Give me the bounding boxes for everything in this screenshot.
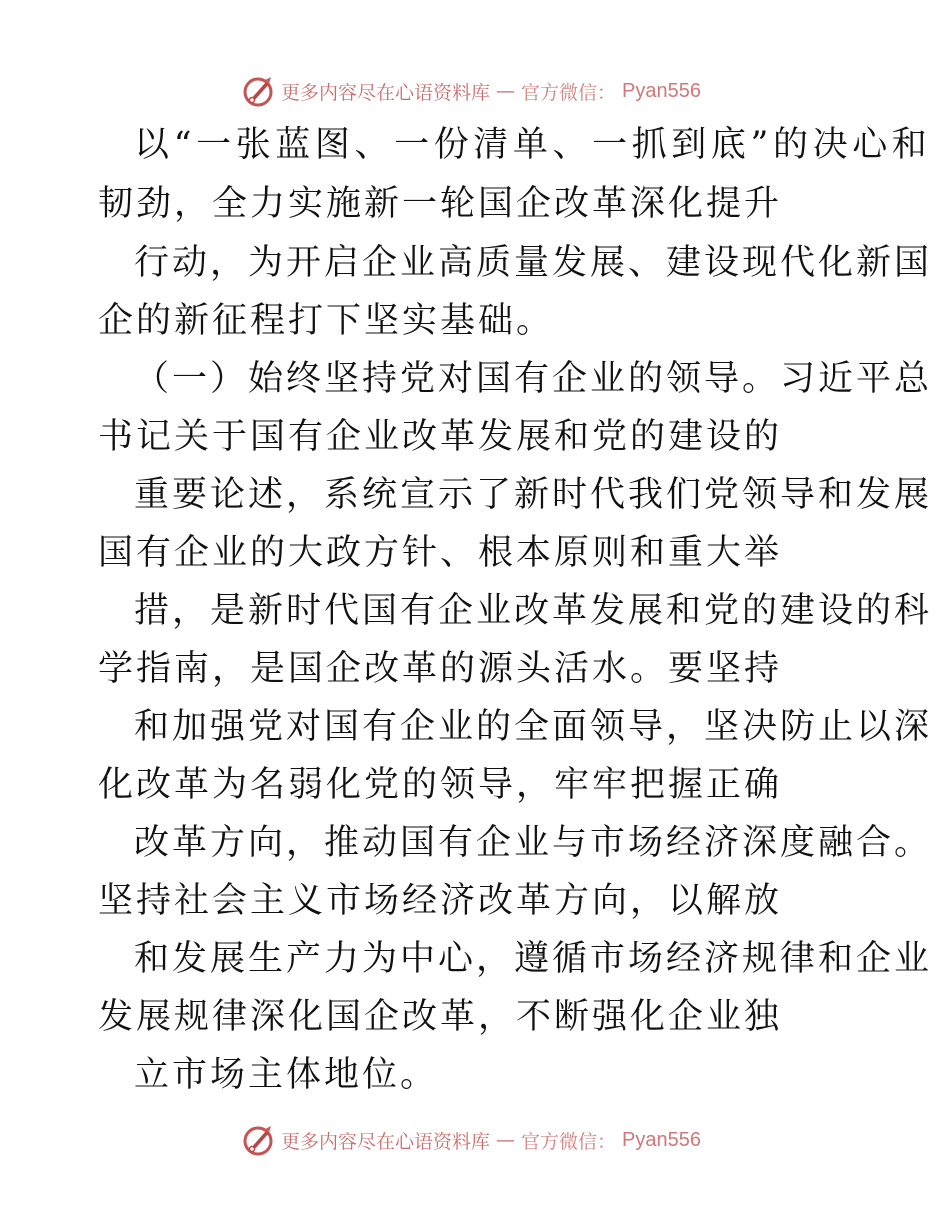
watermark-text: 更多内容尽在心语资料库 xyxy=(281,81,491,104)
text-line-15: 和发展生产力为中心，遵循市场经济规律和企业 xyxy=(134,939,933,979)
header-watermark xyxy=(0,71,950,111)
text-line-14: 坚持社会主义市场经济改革方向，以解放 xyxy=(98,881,783,921)
watermark-separator: — xyxy=(496,80,516,102)
text-line-13: 改革方向，推动国有企业与市场经济深度融合。 xyxy=(134,823,933,863)
text-line-11: 和加强党对国有企业的全面领导，坚决防止以深 xyxy=(134,707,933,747)
text-line-1: 以“一张蓝图、一份清单、一抓到底”的决心和 xyxy=(134,125,932,165)
footer-watermark xyxy=(0,1120,950,1160)
text-line-6: 书记关于国有企业改革发展和党的建设的 xyxy=(98,417,783,457)
watermark-id: Pyan556 xyxy=(622,1128,701,1151)
text-line-7: 重要论述，系统宣示了新时代我们党领导和发展 xyxy=(134,475,933,515)
watermark-label: 官方微信： xyxy=(521,1130,617,1153)
watermark xyxy=(241,74,701,108)
text-line-10: 学指南，是国企改革的源头活水。要坚持 xyxy=(98,649,783,689)
quill-circle-icon xyxy=(241,1123,275,1157)
watermark-text: 更多内容尽在心语资料库 xyxy=(281,1130,491,1153)
watermark xyxy=(241,1123,701,1157)
text-line-16: 发展规律深化国企改革，不断强化企业独 xyxy=(98,997,783,1037)
text-line-8: 国有企业的大政方针、根本原则和重大举 xyxy=(98,533,783,573)
text-line-2: 韧劲，全力实施新一轮国企改革深化提升 xyxy=(98,184,783,224)
quill-circle-icon xyxy=(241,74,275,108)
watermark-id: Pyan556 xyxy=(622,79,701,102)
text-line-4: 企的新征程打下坚实基础。 xyxy=(98,301,555,341)
text-line-3: 行动，为开启企业高质量发展、建设现代化新国 xyxy=(134,243,933,283)
watermark-separator: — xyxy=(496,1129,516,1151)
text-line-5: （一）始终坚持党对国有企业的领导。习近平总 xyxy=(134,359,933,399)
text-line-17: 立市场主体地位。 xyxy=(134,1055,439,1095)
text-line-9: 措，是新时代国有企业改革发展和党的建设的科 xyxy=(134,591,933,631)
text-line-12: 化改革为名弱化党的领导，牢牢把握正确 xyxy=(98,765,783,805)
watermark-label: 官方微信： xyxy=(521,81,617,104)
